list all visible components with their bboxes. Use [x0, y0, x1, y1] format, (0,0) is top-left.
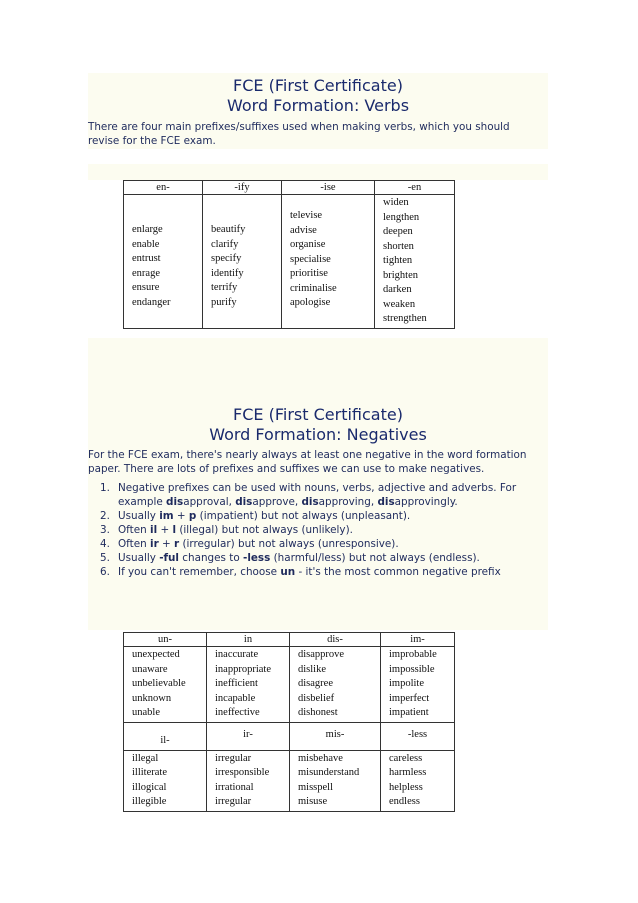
neg-header-un: un-: [124, 633, 207, 647]
word-item: helpless: [389, 781, 423, 793]
word-item: darken: [383, 284, 412, 295]
word-item: incapable: [215, 692, 256, 704]
rule-1-number: 1.: [100, 482, 110, 494]
rule-3-number: 3.: [100, 524, 110, 536]
negatives-rules-list: [100, 481, 550, 579]
verbs-column-ise: [282, 195, 375, 329]
negatives-title-line1: FCE (First Certificate): [233, 405, 403, 424]
word-item: impatient: [389, 707, 429, 718]
rule-1-text-3: approve,: [252, 496, 302, 508]
word-item: impolite: [389, 678, 424, 689]
word-item: unexpected: [132, 649, 180, 660]
word-item: unaware: [132, 663, 168, 675]
neg-column-dis: [290, 647, 381, 723]
word-item: careless: [389, 752, 423, 764]
rule-3-text: Often: [118, 524, 151, 536]
verbs-title-line2: Word Formation: Verbs: [226, 96, 410, 115]
word-item: disapprove: [298, 649, 345, 660]
neg-column-less: [381, 750, 455, 811]
word-item: ineffective: [215, 707, 260, 718]
rule-1-text-2: approval,: [183, 496, 236, 508]
rule-1-bold-2: dis: [235, 496, 253, 508]
rule-6-text: If you can't remember, choose: [118, 566, 281, 578]
word-item: specify: [211, 253, 242, 264]
word-item: televise: [290, 210, 323, 221]
word-item: terrify: [211, 282, 238, 293]
verbs-column-en: [124, 195, 203, 329]
verbs-spacer-band: [88, 164, 548, 180]
word-item: organise: [290, 239, 326, 250]
rule-4-text-2: +: [158, 538, 175, 550]
word-item: misspell: [298, 781, 334, 793]
verbs-intro: There are four main prefixes/suffixes used when making verbs, which you should revise for the FCE exam.: [88, 121, 510, 147]
word-item: entrust: [132, 253, 161, 264]
word-item: ensure: [132, 282, 160, 293]
rule-6-text-2: - it's the most common negative prefix: [295, 566, 501, 578]
neg-column-ir: [207, 750, 290, 811]
word-item: prioritise: [290, 268, 328, 279]
verbs-column-en-suffix: [375, 195, 455, 329]
word-item: inefficient: [215, 678, 258, 689]
word-item: irrational: [215, 781, 254, 793]
rule-1-text-5: approvingly.: [394, 496, 458, 508]
verbs-header-en: en-: [124, 181, 203, 195]
neg-header-in: in: [207, 633, 290, 647]
word-item: enrage: [132, 267, 160, 279]
rule-3-bold-2: l: [172, 524, 177, 536]
word-item: enable: [132, 238, 160, 250]
rule-6-bold-1: un: [280, 566, 296, 578]
word-item: endanger: [132, 296, 171, 308]
word-item: improbable: [389, 649, 437, 660]
word-item: specialise: [290, 253, 331, 265]
rule-5-bold-1: -ful: [159, 552, 179, 564]
rule-1: [100, 481, 550, 509]
neg-column-mis: [290, 750, 381, 811]
word-item: criminalise: [290, 282, 337, 294]
rule-2-bold-1: im: [159, 510, 174, 522]
word-item: unbelievable: [132, 678, 186, 689]
rule-2-text-2: +: [173, 510, 189, 522]
word-item: unable: [132, 707, 160, 718]
neg-header-mis: mis-: [290, 722, 381, 750]
word-item: clarify: [211, 238, 239, 250]
word-item: shorten: [383, 240, 414, 252]
rule-4: [100, 537, 550, 551]
rule-5-text-2: changes to: [179, 552, 243, 564]
rule-6-number: 6.: [100, 566, 110, 578]
word-item: irresponsible: [215, 767, 270, 778]
word-item: irregular: [215, 752, 252, 764]
neg-column-in: [207, 647, 290, 723]
word-item: illegible: [132, 796, 167, 807]
word-item: misuse: [298, 796, 328, 807]
word-item: misbehave: [298, 752, 343, 764]
word-item: disagree: [298, 678, 333, 689]
rule-5: [100, 551, 550, 565]
rule-3: [100, 523, 550, 537]
rule-3-text-3: (illegal) but not always (unlikely).: [176, 524, 353, 536]
rule-4-text: Often: [118, 538, 151, 550]
word-item: disbelief: [298, 692, 335, 704]
rule-5-bold-2: -less: [243, 552, 271, 564]
word-item: advise: [290, 224, 317, 236]
neg-column-im: [381, 647, 455, 723]
rule-3-text-2: +: [157, 524, 173, 536]
word-item: apologise: [290, 297, 331, 308]
neg-column-il: [124, 750, 207, 811]
neg-header-il: il-: [124, 722, 207, 750]
word-item: dislike: [298, 663, 326, 675]
verbs-title-line1: FCE (First Certificate): [233, 76, 403, 95]
neg-column-un: [124, 647, 207, 723]
neg-header-im: im-: [381, 633, 455, 647]
word-item: illiterate: [132, 767, 167, 778]
negatives-table: [123, 632, 455, 812]
rule-2-text: Usually: [118, 510, 160, 522]
word-item: widen: [383, 197, 409, 208]
neg-header-less: -less: [381, 722, 455, 750]
word-item: impossible: [389, 663, 435, 675]
word-item: inappropriate: [215, 663, 271, 675]
word-item: endless: [389, 796, 420, 807]
word-item: tighten: [383, 255, 413, 266]
word-item: deepen: [383, 226, 413, 237]
rule-2-number: 2.: [100, 510, 110, 522]
rule-1-text: Negative prefixes can be used with nouns, verbs, adjective and adverbs. For example: [118, 482, 517, 508]
word-item: brighten: [383, 269, 418, 281]
rule-5-text-3: (harmful/less) but not always (endless).: [270, 552, 480, 564]
word-item: unknown: [132, 692, 172, 704]
word-item: misunderstand: [298, 767, 360, 778]
rule-2-text-3: (impatient) but not always (unpleasant).: [196, 510, 411, 522]
rule-4-text-3: (irregular) but not always (unresponsive).: [179, 538, 399, 550]
verbs-header-ify: -ify: [203, 181, 282, 195]
neg-header-ir: ir-: [207, 722, 290, 750]
rule-5-text: Usually: [118, 552, 160, 564]
rule-1-bold-1: dis: [166, 496, 184, 508]
word-item: purify: [211, 296, 237, 308]
word-item: illegal: [132, 752, 159, 764]
negatives-intro: For the FCE exam, there's nearly always at least one negative in the word formation paper. There are lots of prefixes and suffixes we can use to make negatives.: [88, 449, 527, 475]
word-item: beautify: [211, 224, 246, 235]
rule-4-bold-1: ir: [150, 538, 159, 550]
rule-1-bold-4: dis: [377, 496, 395, 508]
word-item: enlarge: [132, 224, 163, 235]
verbs-column-ify: [203, 195, 282, 329]
rule-6: [100, 565, 550, 579]
rule-1-bold-3: dis: [301, 496, 319, 508]
verbs-header-ise: -ise: [282, 181, 375, 195]
word-item: lengthen: [383, 211, 420, 223]
rule-2: [100, 509, 550, 523]
rule-4-bold-2: r: [174, 538, 180, 550]
word-item: irregular: [215, 796, 252, 807]
word-item: inaccurate: [215, 649, 259, 660]
word-item: illogical: [132, 781, 167, 793]
verbs-title: [88, 76, 548, 116]
rule-3-bold-1: il: [150, 524, 158, 536]
rule-2-bold-2: p: [188, 510, 197, 522]
verbs-table: [123, 180, 455, 329]
negatives-title: [88, 405, 548, 445]
word-item: dishonest: [298, 707, 338, 718]
neg-header-dis: dis-: [290, 633, 381, 647]
word-item: harmless: [389, 767, 427, 778]
word-item: weaken: [383, 298, 416, 310]
word-item: strengthen: [383, 313, 427, 324]
negatives-title-line2: Word Formation: Negatives: [209, 425, 427, 444]
word-item: identify: [211, 267, 244, 279]
rule-5-number: 5.: [100, 552, 110, 564]
rule-1-text-4: approving,: [318, 496, 378, 508]
rule-4-number: 4.: [100, 538, 110, 550]
verbs-header-en-suffix: -en: [375, 181, 455, 195]
word-item: imperfect: [389, 692, 430, 704]
